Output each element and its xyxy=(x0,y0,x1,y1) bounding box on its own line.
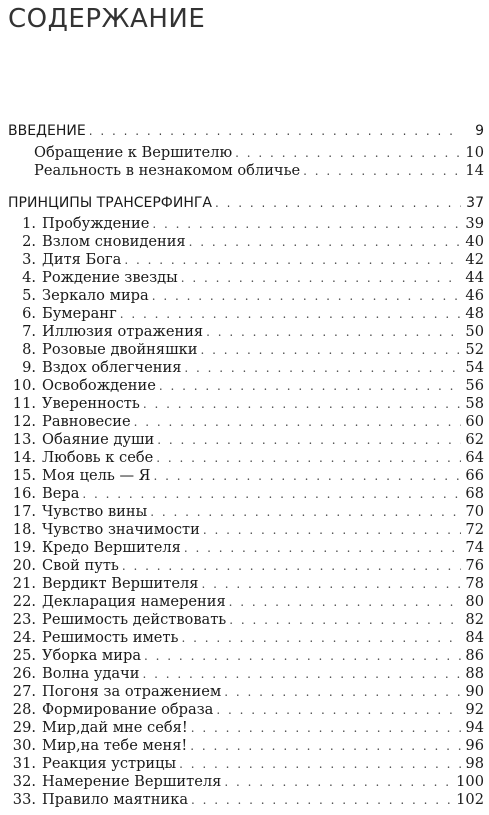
chapter-title xyxy=(8,251,121,269)
page-number: 14 xyxy=(465,162,484,179)
page-number: 88 xyxy=(465,665,484,682)
dot-leader xyxy=(184,359,461,377)
chapter-number: 17. xyxy=(12,503,36,520)
chapter-label: Вздох облегчения xyxy=(42,359,182,376)
dot-leader xyxy=(122,557,461,575)
dot-leader xyxy=(150,503,461,521)
dot-leader xyxy=(201,575,461,593)
chapter-label: Намерение Вершителя xyxy=(42,773,222,790)
page-number: 52 xyxy=(465,341,484,358)
chapter-title xyxy=(8,377,156,395)
page-number: 98 xyxy=(465,755,484,772)
chapter-title xyxy=(8,683,221,701)
chapter-number: 18. xyxy=(12,521,36,538)
toc-chapter-entry[interactable] xyxy=(8,359,484,377)
dot-leader xyxy=(143,665,462,683)
page-number: 44 xyxy=(465,269,484,286)
chapter-title xyxy=(8,719,188,737)
chapter-label: Декларация намерения xyxy=(42,593,226,610)
toc-chapter-entry[interactable] xyxy=(8,557,484,575)
chapter-title xyxy=(8,341,198,359)
chapter-title xyxy=(8,521,200,539)
dot-leader xyxy=(143,395,461,413)
toc-chapter-entry[interactable] xyxy=(8,449,484,467)
dot-leader xyxy=(189,233,461,251)
page-number: 68 xyxy=(465,485,484,502)
page-title: СОДЕРЖАНИЕ xyxy=(8,4,206,34)
page-number: 90 xyxy=(465,683,484,700)
chapter-number: 30. xyxy=(12,737,36,754)
toc-chapter-entry[interactable] xyxy=(8,377,484,395)
toc-chapter-entry[interactable] xyxy=(8,323,484,341)
chapter-number: 25. xyxy=(12,647,36,664)
chapter-title xyxy=(8,323,203,341)
chapter-title xyxy=(8,287,149,305)
page-number: 84 xyxy=(465,629,484,646)
chapter-label: Решимость иметь xyxy=(42,629,179,646)
page-number: 86 xyxy=(465,647,484,664)
chapter-title xyxy=(8,629,178,647)
page-number: 72 xyxy=(465,521,484,538)
chapter-number: 29. xyxy=(12,719,36,736)
toc-chapter-entry[interactable] xyxy=(8,665,484,683)
chapter-title xyxy=(8,611,226,629)
chapter-title xyxy=(8,503,147,521)
chapter-title xyxy=(8,359,181,377)
chapter-number: 13. xyxy=(12,431,36,448)
chapter-label: Реакция устрицы xyxy=(42,755,177,772)
page-number: 10 xyxy=(465,144,484,161)
toc-chapter-entry[interactable] xyxy=(8,719,484,737)
section-title: ВВЕДЕНИЕ xyxy=(8,123,86,139)
chapter-title xyxy=(8,539,181,557)
chapter-label: Мир,дай мне себя! xyxy=(42,719,188,736)
chapter-label: Вердикт Вершителя xyxy=(42,575,199,592)
chapter-label: Иллюзия отражения xyxy=(42,323,204,340)
dot-leader xyxy=(190,737,461,755)
chapter-title xyxy=(8,215,149,233)
page-number: 37 xyxy=(466,195,484,211)
toc-chapter-entry[interactable] xyxy=(8,773,484,791)
chapter-number: 28. xyxy=(12,701,36,718)
page-number: 74 xyxy=(465,539,484,556)
chapter-title xyxy=(8,305,117,323)
chapter-title xyxy=(8,593,226,611)
chapter-label: Взлом сновидения xyxy=(42,233,186,250)
chapter-number: 10. xyxy=(12,377,36,394)
chapter-number: 1. xyxy=(22,215,36,232)
page-number: 42 xyxy=(465,251,484,268)
dot-leader xyxy=(144,647,461,665)
chapter-title xyxy=(8,395,140,413)
chapter-number: 6. xyxy=(22,305,36,322)
entry-title: Обращение к Вершителю xyxy=(34,144,233,161)
dot-leader xyxy=(156,449,461,467)
dot-leader xyxy=(179,755,461,773)
chapter-label: Уверенность xyxy=(42,395,140,412)
dot-leader xyxy=(215,194,461,212)
dot-leader xyxy=(152,287,461,305)
dot-leader xyxy=(235,144,461,162)
chapter-title xyxy=(8,665,140,683)
chapter-label: Погоня за отражением xyxy=(42,683,222,700)
page-number: 39 xyxy=(465,215,484,232)
chapter-label: Обаяние души xyxy=(42,431,155,448)
toc-chapter-entry[interactable] xyxy=(8,737,484,755)
chapter-number: 15. xyxy=(12,467,36,484)
chapter-title xyxy=(8,773,221,791)
toc-chapter-entry[interactable] xyxy=(8,341,484,359)
toc-chapter-entry[interactable] xyxy=(8,395,484,413)
toc-chapter-entry[interactable] xyxy=(8,647,484,665)
dot-leader xyxy=(203,521,461,539)
page-number: 80 xyxy=(465,593,484,610)
chapter-title xyxy=(8,233,186,251)
page-number: 9 xyxy=(475,123,484,139)
chapter-label: Формирование образа xyxy=(42,701,214,718)
chapter-number: 12. xyxy=(12,413,36,430)
page-number: 40 xyxy=(465,233,484,250)
page-number: 50 xyxy=(465,323,484,340)
chapter-number: 19. xyxy=(12,539,36,556)
toc-section-intro[interactable] xyxy=(8,122,484,140)
chapter-number: 5. xyxy=(22,287,36,304)
chapter-number: 23. xyxy=(12,611,36,628)
dot-leader xyxy=(216,701,461,719)
toc-entry[interactable] xyxy=(8,144,484,162)
dot-leader xyxy=(82,485,461,503)
dot-leader xyxy=(134,413,461,431)
chapter-title xyxy=(8,701,213,719)
chapter-number: 22. xyxy=(12,593,36,610)
chapter-label: Свой путь xyxy=(42,557,119,574)
chapter-label: Уборка мира xyxy=(42,647,142,664)
toc-chapter-entry[interactable] xyxy=(8,413,484,431)
page-number: 102 xyxy=(456,791,484,808)
page-number: 54 xyxy=(465,359,484,376)
chapter-number: 21. xyxy=(12,575,36,592)
toc-chapter-entry[interactable] xyxy=(8,305,484,323)
chapter-label: Чувство вины xyxy=(42,503,148,520)
chapter-title xyxy=(8,791,188,809)
chapter-label: Розовые двойняшки xyxy=(42,341,198,358)
dot-leader xyxy=(181,629,461,647)
toc-chapter-entry[interactable] xyxy=(8,755,484,773)
chapter-label: Решимость действовать xyxy=(42,611,227,628)
chapter-title xyxy=(8,557,119,575)
chapter-label: Дитя Бога xyxy=(42,251,122,268)
page-number: 58 xyxy=(465,395,484,412)
toc-chapter-entry[interactable] xyxy=(8,539,484,557)
chapter-label: Правило маятника xyxy=(42,791,189,808)
page-number: 66 xyxy=(465,467,484,484)
page-number: 94 xyxy=(465,719,484,736)
dot-leader xyxy=(89,122,461,140)
toc-chapter-entry[interactable] xyxy=(8,701,484,719)
entry-title: Реальность в незнакомом обличье xyxy=(34,162,301,179)
chapter-number: 33. xyxy=(12,791,36,808)
chapter-title xyxy=(8,737,187,755)
chapter-label: Моя цель — Я xyxy=(42,467,151,484)
page-number: 62 xyxy=(465,431,484,448)
chapter-number: 24. xyxy=(12,629,36,646)
dot-leader xyxy=(157,431,461,449)
chapter-number: 8. xyxy=(22,341,36,358)
page-number: 96 xyxy=(465,737,484,754)
chapter-title xyxy=(8,755,176,773)
chapter-list xyxy=(8,215,484,809)
chapter-number: 20. xyxy=(12,557,36,574)
toc-chapter-entry[interactable] xyxy=(8,683,484,701)
dot-leader xyxy=(303,162,461,180)
chapter-number: 26. xyxy=(12,665,36,682)
toc-chapter-entry[interactable] xyxy=(8,503,484,521)
toc-chapter-entry[interactable] xyxy=(8,521,484,539)
chapter-number: 31. xyxy=(12,755,36,772)
toc-entry[interactable] xyxy=(8,162,484,180)
dot-leader xyxy=(153,467,461,485)
dot-leader xyxy=(206,323,461,341)
page-number: 48 xyxy=(465,305,484,322)
chapter-label: Освобождение xyxy=(42,377,156,394)
chapter-title xyxy=(8,575,198,593)
page-number: 64 xyxy=(465,449,484,466)
chapter-label: Волна удачи xyxy=(42,665,140,682)
chapter-number: 2. xyxy=(22,233,36,250)
dot-leader xyxy=(224,773,453,791)
toc-chapter-entry[interactable] xyxy=(8,575,484,593)
page-number: 46 xyxy=(465,287,484,304)
chapter-label: Пробуждение xyxy=(42,215,150,232)
chapter-title xyxy=(8,269,178,287)
toc-chapter-entry[interactable] xyxy=(8,629,484,647)
toc-chapter-entry[interactable] xyxy=(8,791,484,809)
chapter-number: 3. xyxy=(22,251,36,268)
chapter-title xyxy=(8,467,150,485)
chapter-number: 7. xyxy=(22,323,36,340)
chapter-number: 9. xyxy=(22,359,36,376)
chapter-label: Мир,на тебе меня! xyxy=(42,737,188,754)
chapter-label: Любовь к себе xyxy=(42,449,154,466)
chapter-number: 27. xyxy=(12,683,36,700)
toc-chapter-entry[interactable] xyxy=(8,287,484,305)
chapter-title xyxy=(8,485,79,503)
toc-chapter-entry[interactable] xyxy=(8,269,484,287)
chapter-label: Равновесие xyxy=(42,413,131,430)
chapter-title xyxy=(8,413,131,431)
chapter-number: 32. xyxy=(12,773,36,790)
dot-leader xyxy=(191,791,453,809)
dot-leader xyxy=(229,593,461,611)
table-of-contents xyxy=(8,122,484,809)
dot-leader xyxy=(124,251,461,269)
chapter-title xyxy=(8,431,154,449)
toc-chapter-entry[interactable] xyxy=(8,431,484,449)
toc-chapter-entry[interactable] xyxy=(8,215,484,233)
toc-chapter-entry[interactable] xyxy=(8,593,484,611)
chapter-label: Кредо Вершителя xyxy=(42,539,181,556)
chapter-title xyxy=(8,449,153,467)
toc-chapter-entry[interactable] xyxy=(8,233,484,251)
dot-leader xyxy=(224,683,461,701)
chapter-number: 4. xyxy=(22,269,36,286)
page-number: 82 xyxy=(465,611,484,628)
chapter-label: Зеркало мира xyxy=(42,287,149,304)
toc-section-principles[interactable] xyxy=(8,194,484,212)
toc-chapter-entry[interactable] xyxy=(8,467,484,485)
dot-leader xyxy=(120,305,461,323)
chapter-label: Рождение звезды xyxy=(42,269,178,286)
dot-leader xyxy=(181,269,461,287)
chapter-title xyxy=(8,647,141,665)
page-number: 60 xyxy=(465,413,484,430)
page-number: 56 xyxy=(465,377,484,394)
toc-chapter-entry[interactable] xyxy=(8,251,484,269)
page-number: 92 xyxy=(465,701,484,718)
chapter-label: Вера xyxy=(42,485,80,502)
toc-chapter-entry[interactable] xyxy=(8,485,484,503)
dot-leader xyxy=(184,539,461,557)
chapter-number: 11. xyxy=(12,395,36,412)
chapter-number: 16. xyxy=(12,485,36,502)
chapter-label: Бумеранг xyxy=(42,305,117,322)
chapter-number: 14. xyxy=(12,449,36,466)
dot-leader xyxy=(201,341,461,359)
page-number: 70 xyxy=(465,503,484,520)
dot-leader xyxy=(229,611,461,629)
dot-leader xyxy=(159,377,461,395)
page-number: 78 xyxy=(465,575,484,592)
toc-chapter-entry[interactable] xyxy=(8,611,484,629)
chapter-label: Чувство значимости xyxy=(42,521,200,538)
page-number: 76 xyxy=(465,557,484,574)
dot-leader xyxy=(191,719,461,737)
section-title: ПРИНЦИПЫ ТРАНСЕРФИНГА xyxy=(8,195,212,211)
dot-leader xyxy=(152,215,461,233)
page-number: 100 xyxy=(456,773,484,790)
